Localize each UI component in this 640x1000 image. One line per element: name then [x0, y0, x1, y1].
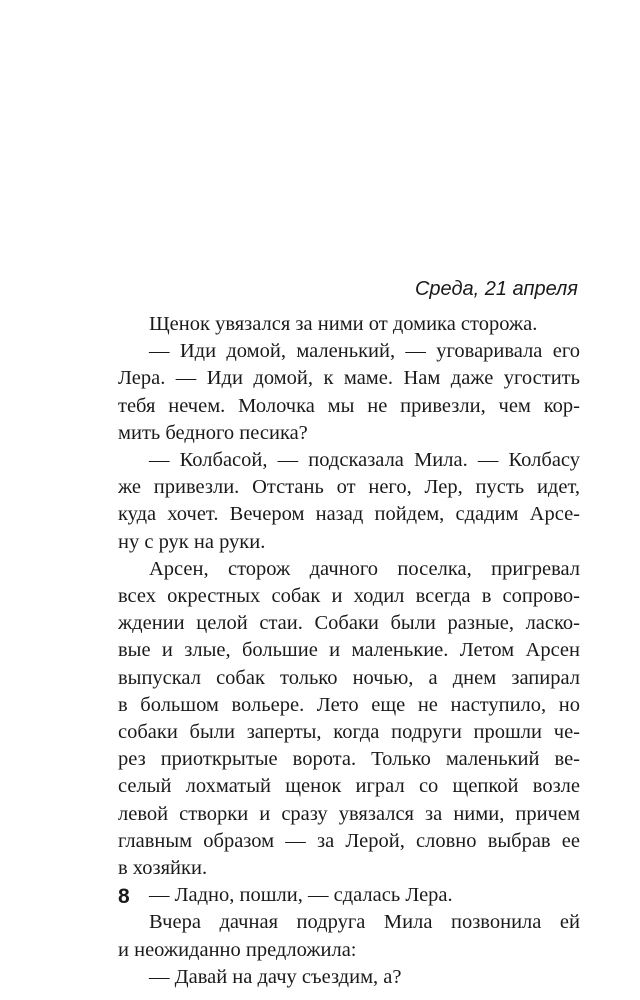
text-line: вые и злые, большие и маленькие. Летом Арсен — [118, 639, 580, 662]
text-line: Щенок увязался за ними от домика сторожа. — [149, 313, 538, 335]
text-line: ну с рук на руки. — [118, 530, 266, 553]
text-line: Арсен, сторож дачного поселка, пригревал — [149, 557, 580, 580]
text-line: в хозяйки. — [118, 857, 208, 880]
text-line: и неожиданно предложила: — [118, 938, 357, 961]
text-line: селый лохматый щенок играл со щепкой возле — [118, 775, 580, 798]
text-line: — Колбасой, — подсказала Мила. — Колбасу — [149, 449, 580, 472]
text-line: собаки были заперты, когда подруги прошли че- — [118, 721, 580, 744]
text-line: Вчера дачная подруга Мила позвонила ей — [149, 911, 580, 934]
body-text — [118, 311, 580, 991]
text-line: ждении целой стаи. Собаки были разные, ласко- — [118, 612, 580, 635]
text-line: главным образом — за Лерой, словно выбрав ее — [118, 829, 580, 852]
text-line: же привезли. Отстань от него, Лер, пусть идет, — [118, 476, 580, 499]
text-line: выпускал собак только ночью, а днем запирал — [118, 666, 580, 689]
text-line: в большом вольере. Лето еще не наступило, но — [118, 693, 580, 716]
text-line: Лера. — Иди домой, к маме. Нам даже угостить — [118, 367, 580, 390]
text-line: мить бедного песика? — [118, 421, 308, 444]
text-line: рез приоткрытые ворота. Только маленький ве- — [118, 748, 580, 771]
text-line: — Давай на дачу съездим, а? — [149, 965, 402, 988]
chapter-date-heading: Среда, 21 апреля — [414, 278, 578, 300]
text-line: всех окрестных собак и ходил всегда в сопрово- — [118, 585, 580, 608]
text-line: куда хочет. Вечером назад пойдем, сдадим Арсе- — [118, 503, 580, 526]
page-number: 8 — [118, 885, 130, 908]
text-line: — Иди домой, маленький, — уговаривала его — [149, 340, 580, 363]
text-line: тебя нечем. Молочка мы не привезли, чем кор- — [118, 394, 580, 417]
text-line: левой створки и сразу увязался за ними, причем — [118, 802, 580, 825]
text-line: — Ладно, пошли, — сдалась Лера. — [149, 884, 453, 907]
